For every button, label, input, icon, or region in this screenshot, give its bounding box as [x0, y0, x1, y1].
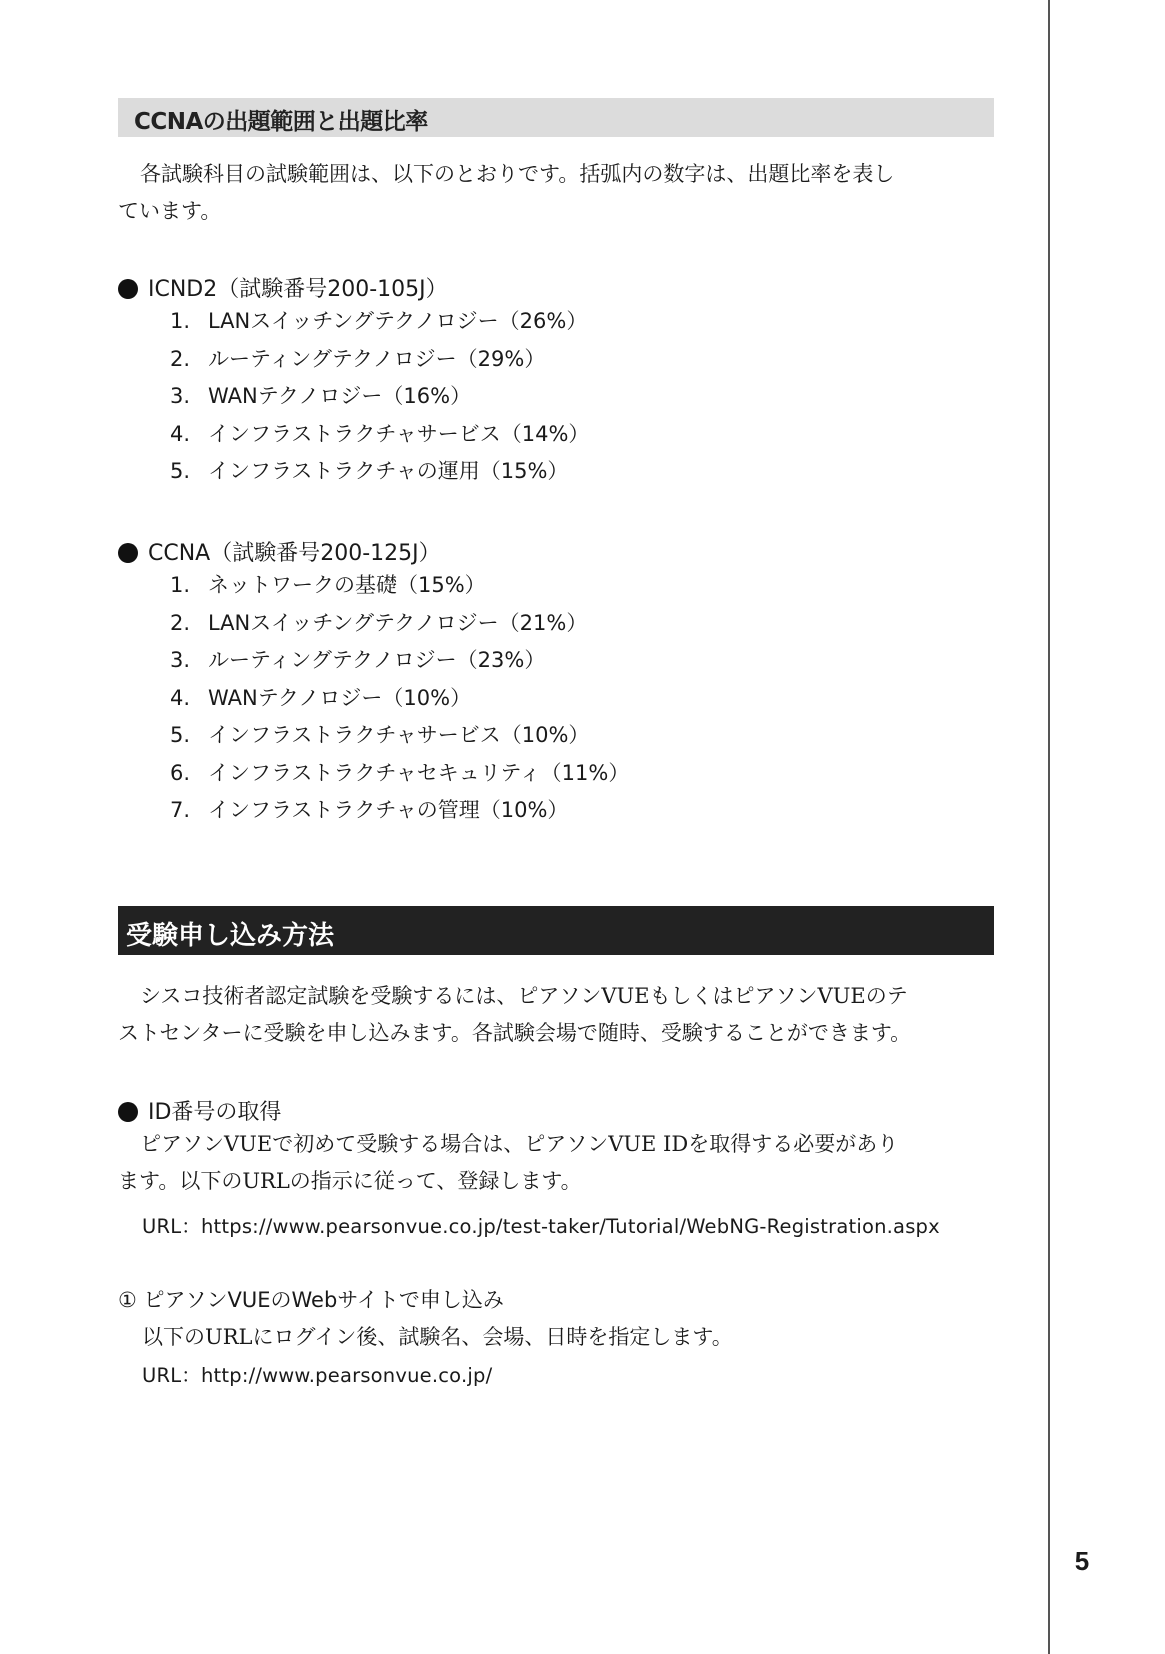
list-item	[170, 792, 629, 830]
section-title: CCNAの出題範囲と出題比率	[134, 109, 428, 135]
item-number: 2.	[170, 610, 191, 635]
step1-body: 以下のURLにログイン後、試験名、会場、日時を指定します。	[142, 1325, 733, 1349]
section-header-exam-scope	[118, 98, 994, 137]
paragraph-line: ます。以下のURLの指示に従って、登録します。	[118, 1169, 582, 1193]
item-number: 5.	[170, 459, 191, 483]
icnd2-heading	[118, 272, 448, 303]
item-number: 6.	[170, 760, 191, 785]
list-item	[170, 680, 629, 718]
icnd2-topic-list	[170, 303, 589, 491]
ccna-topic-list	[170, 567, 629, 830]
item-text: ルーティングテクノロジー（23%）	[208, 648, 546, 672]
item-number: 3.	[170, 648, 191, 672]
bullet-icon	[118, 279, 138, 299]
id-paragraph	[118, 1126, 994, 1200]
list-item	[170, 453, 589, 491]
list-item	[170, 567, 629, 605]
item-text: LANスイッチングテクノロジー（26%）	[208, 309, 588, 333]
bullet-icon	[118, 1102, 138, 1122]
paragraph-line: ピアソンVUEで初めて受験する場合は、ピアソンVUE IDを取得する必要があり	[140, 1132, 899, 1156]
paragraph-line: ています。	[118, 199, 222, 223]
list-item	[170, 717, 629, 755]
intro-paragraph	[118, 156, 994, 230]
paragraph-line: ストセンターに受験を申し込みます。各試験会場で随時、受験することができます。	[118, 1021, 912, 1045]
item-text: インフラストラクチャセキュリティ（11%）	[208, 760, 630, 785]
section-title: 受験申し込み方法	[126, 921, 335, 951]
step1-heading: ① ピアソンVUEのWebサイトで申し込み	[118, 1288, 504, 1312]
item-text: WANテクノロジー（10%）	[208, 685, 472, 710]
page-edge-line	[1048, 0, 1050, 1654]
item-number: 3.	[170, 384, 191, 408]
item-text: インフラストラクチャサービス（10%）	[208, 723, 590, 747]
item-number: 1.	[170, 309, 191, 333]
ccna-heading	[118, 536, 441, 567]
page-number: 5	[1074, 1546, 1090, 1576]
list-item	[170, 642, 629, 680]
item-text: LANスイッチングテクノロジー（21%）	[208, 610, 588, 635]
id-heading	[118, 1095, 281, 1126]
list-item	[170, 378, 589, 416]
application-intro-paragraph	[118, 978, 994, 1052]
list-item	[170, 341, 589, 379]
item-number: 4.	[170, 685, 191, 710]
paragraph-line: 各試験科目の試験範囲は、以下のとおりです。括弧内の数字は、出題比率を表し	[140, 162, 895, 186]
item-number: 2.	[170, 346, 191, 371]
item-number: 1.	[170, 573, 191, 597]
list-item	[170, 303, 589, 341]
bullet-icon	[118, 543, 138, 563]
section-header-application	[118, 906, 994, 955]
item-text: ネットワークの基礎（15%）	[208, 573, 486, 597]
item-number: 4.	[170, 421, 191, 446]
paragraph-line: シスコ技術者認定試験を受験するには、ピアソンVUEもしくはピアソンVUEのテ	[140, 984, 908, 1008]
item-number: 7.	[170, 798, 191, 822]
item-text: インフラストラクチャサービス（14%）	[208, 421, 590, 446]
list-item	[170, 416, 589, 454]
list-item	[170, 755, 629, 793]
icnd2-heading-text: ICND2（試験番号200-105J）	[148, 277, 448, 302]
pearsonvue-url[interactable]: URL：http://www.pearsonvue.co.jp/	[142, 1364, 493, 1387]
list-item	[170, 605, 629, 643]
ccna-heading-text: CCNA（試験番号200-125J）	[148, 541, 441, 566]
item-text: インフラストラクチャの運用（15%）	[208, 459, 569, 483]
item-text: インフラストラクチャの管理（10%）	[208, 798, 569, 822]
item-text: WANテクノロジー（16%）	[208, 384, 472, 408]
registration-url[interactable]: URL：https://www.pearsonvue.co.jp/test-taker/Tutorial/WebNG-Registration.aspx	[142, 1215, 940, 1238]
id-heading-text: ID番号の取得	[148, 1100, 282, 1125]
item-number: 5.	[170, 723, 191, 747]
item-text: ルーティングテクノロジー（29%）	[208, 346, 546, 371]
